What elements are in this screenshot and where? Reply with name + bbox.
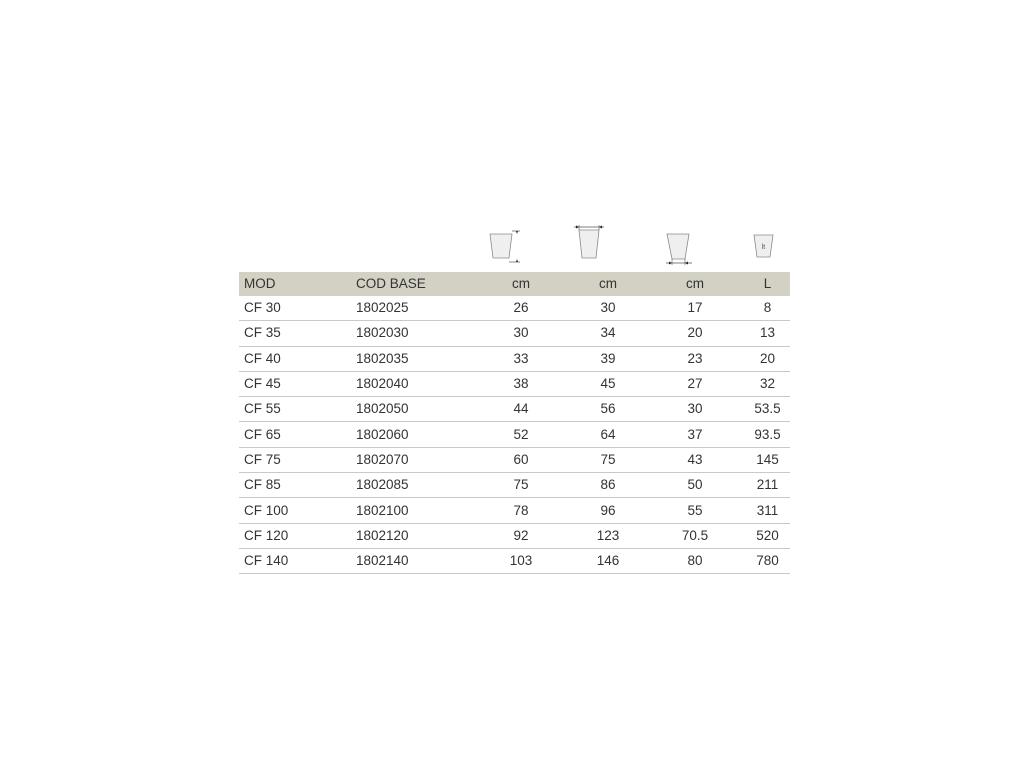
dimension-icons-row [0, 222, 1024, 270]
cell-height: 38 [471, 371, 571, 396]
cell-mod: CF 40 [239, 346, 356, 371]
table-body [239, 296, 790, 574]
cell-top-diameter: 34 [571, 321, 645, 346]
header-mod: MOD [239, 272, 356, 296]
cell-mod: CF 45 [239, 371, 356, 396]
cell-volume: 93.5 [745, 422, 790, 447]
cell-base-diameter: 50 [645, 473, 745, 498]
header-volume-l: L [745, 272, 790, 296]
cell-mod: CF 30 [239, 296, 356, 321]
cell-height: 78 [471, 498, 571, 523]
cell-volume: 53.5 [745, 397, 790, 422]
cell-top-diameter: 146 [571, 548, 645, 573]
cell-cod-base: 1802040 [356, 371, 471, 396]
table-row [239, 523, 790, 548]
table-row [239, 397, 790, 422]
cell-cod-base: 1802050 [356, 397, 471, 422]
cell-base-diameter: 43 [645, 447, 745, 472]
cell-top-diameter: 86 [571, 473, 645, 498]
table-row [239, 473, 790, 498]
header-cod-base: COD BASE [356, 272, 471, 296]
cell-base-diameter: 55 [645, 498, 745, 523]
cell-mod: CF 65 [239, 422, 356, 447]
cell-mod: CF 75 [239, 447, 356, 472]
cell-cod-base: 1802085 [356, 473, 471, 498]
cell-height: 103 [471, 548, 571, 573]
cell-top-diameter: 96 [571, 498, 645, 523]
cell-cod-base: 1802060 [356, 422, 471, 447]
cell-cod-base: 1802070 [356, 447, 471, 472]
table-row [239, 346, 790, 371]
cell-mod: CF 35 [239, 321, 356, 346]
pot-base-diameter-icon [654, 222, 704, 270]
cell-volume: 211 [745, 473, 790, 498]
cell-top-diameter: 123 [571, 523, 645, 548]
cell-base-diameter: 30 [645, 397, 745, 422]
table-row [239, 498, 790, 523]
pot-volume-icon [739, 222, 789, 270]
table-row [239, 371, 790, 396]
cell-height: 52 [471, 422, 571, 447]
header-height-cm: cm [471, 272, 571, 296]
cell-base-diameter: 37 [645, 422, 745, 447]
cell-top-diameter: 75 [571, 447, 645, 472]
cell-base-diameter: 20 [645, 321, 745, 346]
cell-top-diameter: 30 [571, 296, 645, 321]
cell-height: 26 [471, 296, 571, 321]
cell-volume: 8 [745, 296, 790, 321]
table-header-row [239, 272, 790, 296]
table-row [239, 422, 790, 447]
cell-mod: CF 100 [239, 498, 356, 523]
cell-top-diameter: 64 [571, 422, 645, 447]
cell-cod-base: 1802025 [356, 296, 471, 321]
cell-cod-base: 1802030 [356, 321, 471, 346]
cell-mod: CF 140 [239, 548, 356, 573]
cell-mod: CF 85 [239, 473, 356, 498]
cell-height: 33 [471, 346, 571, 371]
pot-spec-table [239, 272, 790, 574]
cell-height: 92 [471, 523, 571, 548]
cell-volume: 20 [745, 346, 790, 371]
table-row [239, 548, 790, 573]
cell-height: 44 [471, 397, 571, 422]
cell-mod: CF 120 [239, 523, 356, 548]
cell-base-diameter: 80 [645, 548, 745, 573]
cell-base-diameter: 23 [645, 346, 745, 371]
table-row [239, 447, 790, 472]
cell-base-diameter: 27 [645, 371, 745, 396]
cell-volume: 780 [745, 548, 790, 573]
pot-height-icon [480, 222, 530, 270]
header-base-diameter-cm: cm [645, 272, 745, 296]
cell-height: 60 [471, 447, 571, 472]
cell-height: 30 [471, 321, 571, 346]
table-row [239, 296, 790, 321]
cell-base-diameter: 17 [645, 296, 745, 321]
cell-cod-base: 1802100 [356, 498, 471, 523]
pot-top-diameter-icon [566, 222, 616, 270]
cell-volume: 311 [745, 498, 790, 523]
cell-volume: 32 [745, 371, 790, 396]
cell-base-diameter: 70.5 [645, 523, 745, 548]
cell-volume: 13 [745, 321, 790, 346]
cell-top-diameter: 45 [571, 371, 645, 396]
header-top-diameter-cm: cm [571, 272, 645, 296]
cell-top-diameter: 39 [571, 346, 645, 371]
cell-cod-base: 1802120 [356, 523, 471, 548]
cell-height: 75 [471, 473, 571, 498]
cell-mod: CF 55 [239, 397, 356, 422]
cell-volume: 520 [745, 523, 790, 548]
volume-icon-label: lt [761, 244, 766, 251]
cell-cod-base: 1802035 [356, 346, 471, 371]
cell-top-diameter: 56 [571, 397, 645, 422]
cell-cod-base: 1802140 [356, 548, 471, 573]
table-row [239, 321, 790, 346]
cell-volume: 145 [745, 447, 790, 472]
